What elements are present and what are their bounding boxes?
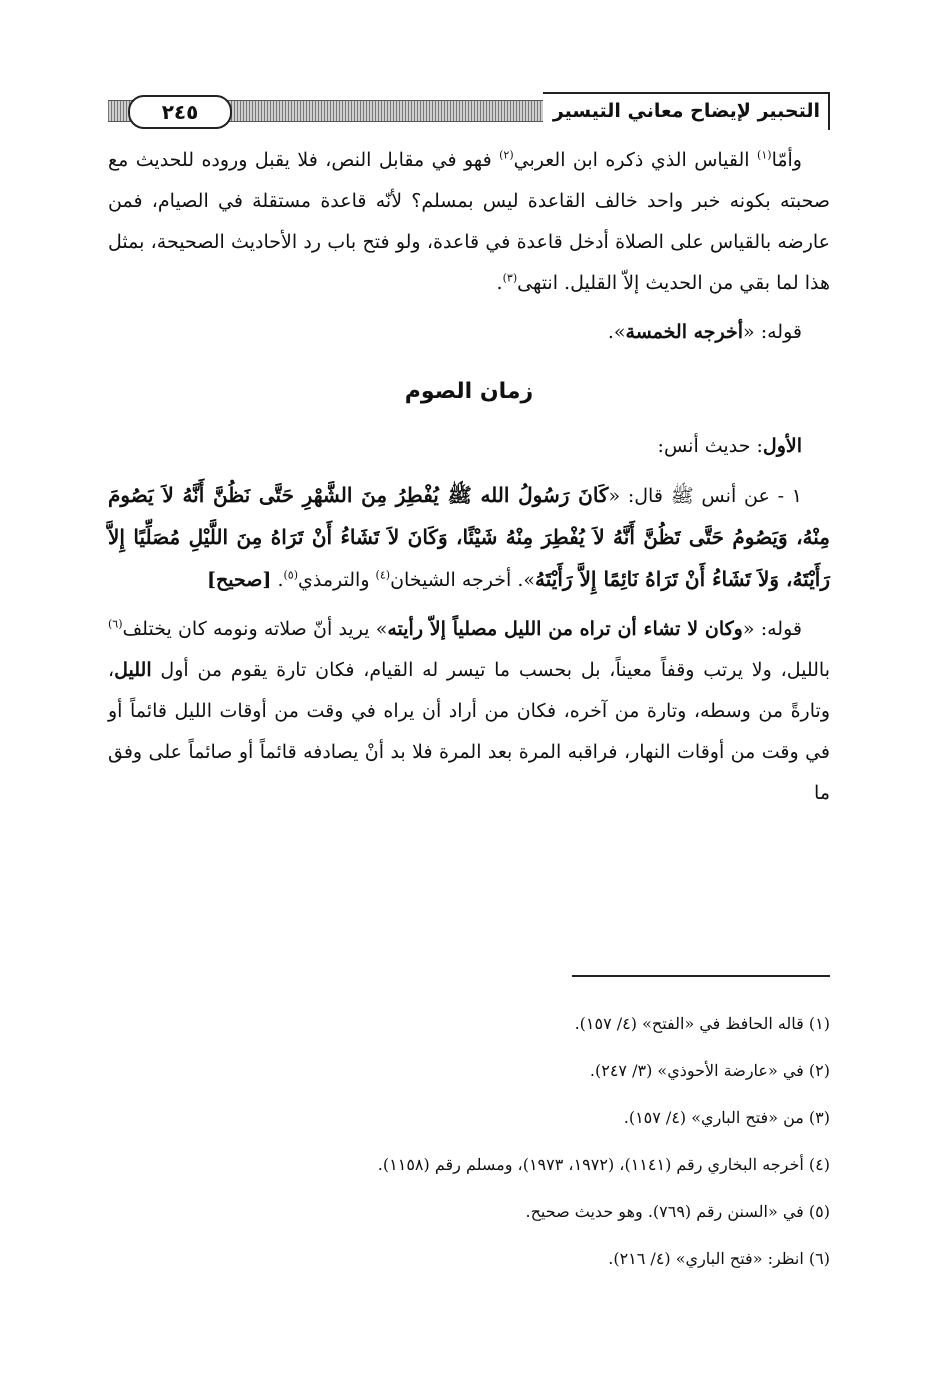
paragraph-hadith: [108, 475, 830, 601]
footnote-ref-6[interactable]: (٦): [108, 617, 123, 631]
text-run: فهو في مقابل النص، فلا يقبل وروده للحديث مع صحبته بكونه خبر واحد خالف القاعدة ليس بمسلم؟ لأنّه قاعدة مستقلة في الصيام، فمن عارضه بالقياس على الصلاة أدخل قاعدة في قاعدة، ولو فتح باب رد الأحاديث الصحيحة، بمثل هذا لما بقي من الحديث إلاّ القليل. انتهى: [108, 149, 830, 294]
main-text: [108, 140, 830, 814]
bold-word: الليل: [114, 659, 152, 681]
footnote-ref-4[interactable]: (٤): [375, 568, 391, 582]
label-bold: الأول: [762, 435, 802, 457]
footnote-ref-5[interactable]: (٥): [283, 568, 299, 582]
text-run: » يريد أنّ صلاته ونومه كان يختلف: [122, 618, 388, 640]
text-run: وأمّا: [771, 149, 802, 171]
footnotes: [108, 1000, 830, 1282]
text-run: ».: [607, 321, 626, 343]
footnote-6: (٦) انظر: «فتح الباري» (٤/ ٢١٦).: [608, 1249, 830, 1268]
text-run: : حديث أنس:: [657, 435, 763, 457]
footnote-1: (١) قاله الحافظ في «الفتح» (٤/ ١٥٧).: [574, 1014, 830, 1033]
text-run: القياس الذي ذكره ابن العربي: [513, 149, 758, 171]
section-title: زمان الصوم: [404, 379, 534, 404]
footnote-ref-2[interactable]: (٢): [499, 148, 514, 162]
paragraph-qawluh-khamsa: [108, 312, 830, 353]
text-run: .: [496, 272, 503, 294]
text-run: قوله: «: [743, 321, 802, 343]
text-run: والترمذي: [298, 569, 376, 591]
footnote-ref-3[interactable]: (٣): [502, 271, 518, 285]
quoted-bold: أخرجه الخمسة: [625, 321, 744, 343]
text-run: ». أخرجه الشيخان: [390, 569, 536, 591]
text-run: ١ - عن أنس ﷺ قال: «: [608, 485, 803, 507]
hadith-grade: [صحيح]: [207, 569, 272, 591]
footnote-5: (٥) في «السنن رقم (٧٦٩). وهو حديث صحيح.: [525, 1202, 830, 1221]
footnote-separator: [572, 975, 830, 977]
paragraph-commentary: [108, 609, 830, 814]
footnote-3: (٣) من «فتح الباري» (٤/ ١٥٧).: [623, 1108, 830, 1127]
paragraph-first-hadith-label: [108, 426, 830, 467]
text-run: .: [271, 569, 284, 591]
hadith-text: كَانَ رَسُولُ الله ﷺ يُفْطِرُ مِنَ الشَّهْرِ حَتَّى نَظُنَّ أَنَّهُ لاَ يَصُومَ مِنْهُ، وَيَصُومُ حَتَّى تَظُنَّ أَنَّهُ لاَ يُفْطِرَ مِنْهُ شَيْئًا، وَكَانَ لاَ تَشَاءُ أَنْ تَرَاهُ مِنَ اللَّيْلِ مُصَلِّيًا إِلاَّ رَأَيْتَهُ، وَلاَ تَشَاءُ أَنْ تَرَاهُ نَائِمًا إِلاَّ رَأَيْتَهُ: [108, 483, 830, 591]
paragraph-qiyas: [108, 140, 830, 304]
text-run: بالليل، ولا يرتب وقفاً معيناً، بل بحسب ما تيسر له القيام، فكان تارة يقوم من أول: [151, 659, 830, 681]
quoted-bold: وكان لا تشاء أن تراه من الليل مصلياً إلاّ رأيته: [387, 618, 743, 640]
page-number: ٢٤٥: [128, 95, 232, 129]
footnote-ref-1[interactable]: (١): [757, 148, 772, 162]
footnote-2: (٢) في «عارضة الأحوذي» (٣/ ٢٤٧).: [589, 1061, 830, 1080]
book-title: التحبير لإيضاح معاني التيسير: [543, 92, 830, 130]
footnote-4: (٤) أخرجه البخاري رقم (١١٤١)، (١٩٧٢، ١٩٧٣)، ومسلم رقم (١١٥٨).: [377, 1155, 830, 1174]
text-run: ، وتارةً من وسطه، وتارة من آخره، فكان من أراد أن يراه في وقت من أوقات الليل قائماً أو في وقت من أوقات النهار، فراقبه المرة بعد المرة فلا بد أنْ يصادفه قائماً أو صائماً على وفق ما: [108, 659, 830, 804]
page-header: [108, 92, 830, 134]
text-run: قوله: «: [742, 618, 802, 640]
